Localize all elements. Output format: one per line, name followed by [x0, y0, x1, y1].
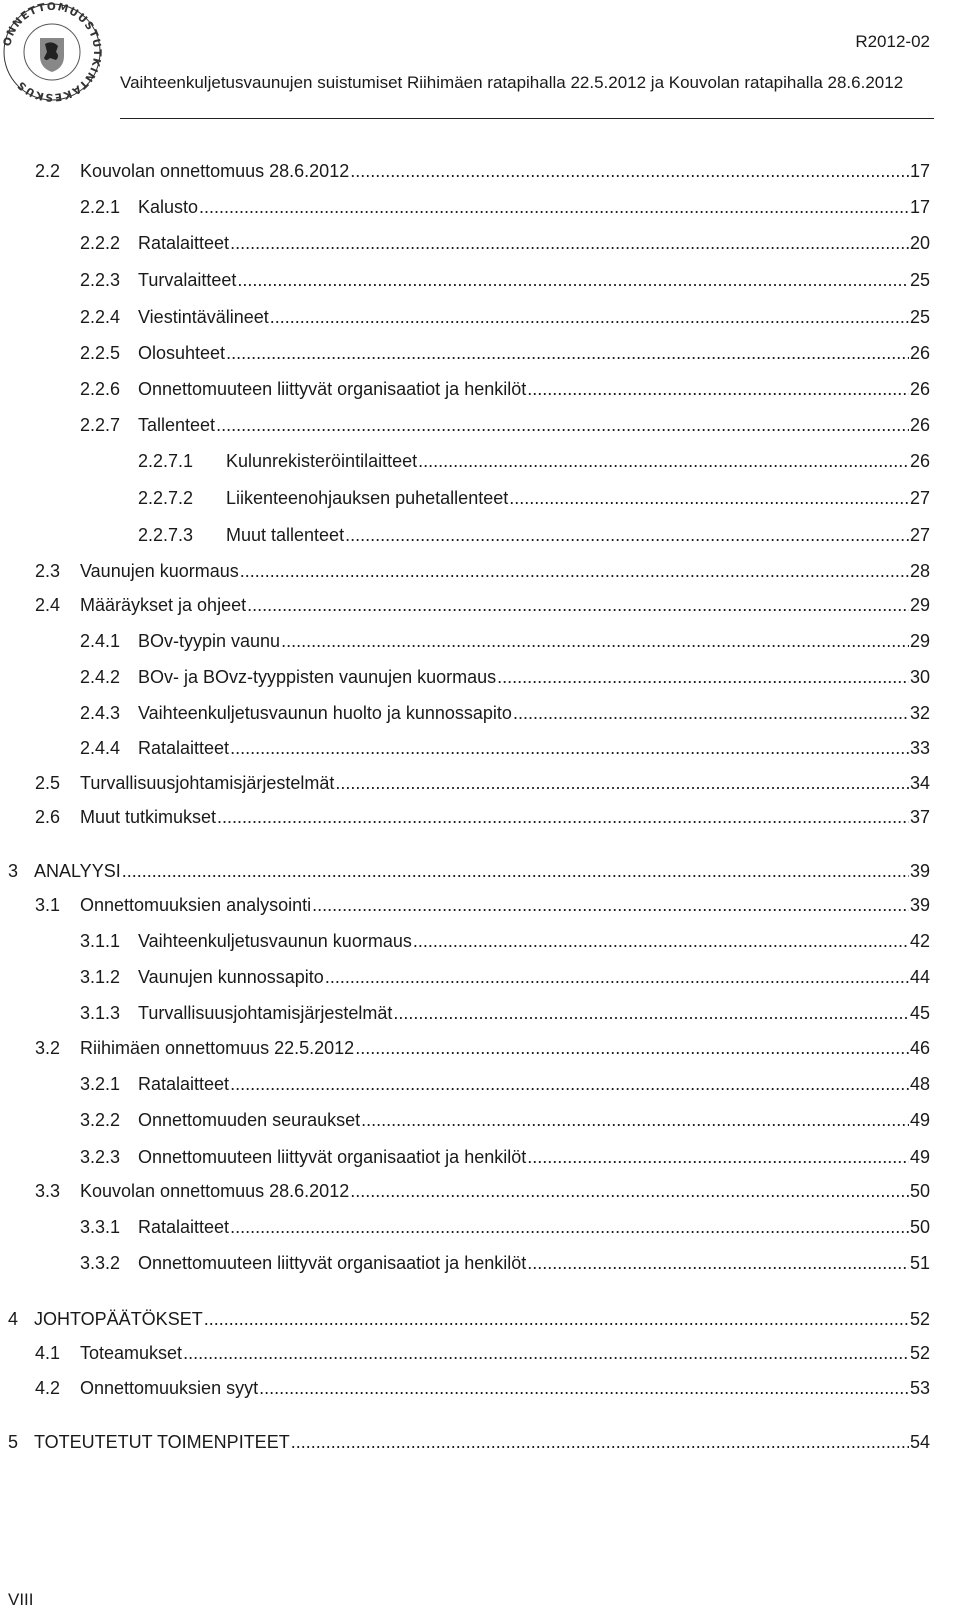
toc-entry[interactable] [80, 737, 930, 759]
toc-entry[interactable] [138, 450, 930, 472]
toc-entry-number: 5 [8, 1432, 19, 1452]
toc-entry[interactable] [35, 1377, 930, 1399]
toc-entry[interactable] [80, 702, 930, 724]
toc-entry-number: 2.2.6 [80, 379, 121, 399]
toc-entry[interactable] [35, 806, 930, 828]
toc-entry[interactable] [35, 160, 930, 182]
toc-entry-page: 27 [909, 488, 930, 508]
toc-entry-title: Toteamukset [80, 1343, 183, 1363]
toc-entry-title: BOv-tyypin vaunu [138, 631, 281, 651]
toc-entry-title: Viestintävälineet [138, 307, 269, 327]
header-divider [120, 118, 934, 119]
toc-entry-page: 39 [909, 895, 930, 915]
toc-entry-title: Määräykset ja ohjeet [80, 595, 247, 615]
toc-dot-leader [204, 1308, 909, 1330]
toc-entry-number: 2.4.1 [80, 631, 121, 651]
toc-entry-number: 3.2.3 [80, 1147, 121, 1167]
toc-entry-page: 26 [909, 379, 930, 399]
toc-entry[interactable] [8, 1431, 930, 1453]
toc-entry-number: 2.2.3 [80, 270, 121, 290]
toc-entry-number: 2.2.5 [80, 343, 121, 363]
toc-entry-page: 20 [909, 233, 930, 253]
toc-entry-page: 54 [909, 1432, 930, 1452]
toc-entry-page: 45 [909, 1003, 930, 1023]
toc-entry-page: 29 [909, 631, 930, 651]
toc-dot-leader [418, 450, 909, 472]
toc-entry-title: Onnettomuuteen liittyvät organisaatiot ja henkilöt [138, 379, 527, 399]
toc-dot-leader [230, 1073, 909, 1095]
toc-entry[interactable] [8, 860, 930, 882]
toc-entry[interactable] [80, 1109, 930, 1131]
toc-entry[interactable] [138, 487, 930, 509]
toc-entry-number: 2.4.3 [80, 703, 121, 723]
toc-entry-page: 42 [909, 931, 930, 951]
toc-dot-leader [226, 342, 909, 364]
toc-entry-number: 2.2.7 [80, 415, 121, 435]
toc-entry-title: Onnettomuuteen liittyvät organisaatiot ja henkilöt [138, 1147, 527, 1167]
toc-entry-title: Muut tallenteet [226, 525, 345, 545]
toc-entry-page: 27 [909, 525, 930, 545]
toc-entry-title: Kulunrekisteröintilaitteet [226, 451, 418, 471]
toc-entry-title: Onnettomuuksien analysointi [80, 895, 312, 915]
toc-entry-number: 2.4 [35, 595, 61, 615]
toc-entry[interactable] [80, 196, 930, 218]
toc-entry-title: Muut tutkimukset [80, 807, 217, 827]
toc-entry-page: 28 [909, 561, 930, 581]
toc-entry-number: 3.2.2 [80, 1110, 121, 1130]
toc-dot-leader [230, 1216, 909, 1238]
toc-entry-page: 52 [909, 1309, 930, 1329]
toc-entry-title: TOTEUTETUT TOIMENPITEET [34, 1432, 290, 1452]
toc-entry-title: Vaihteenkuljetusvaunun huolto ja kunnossapito [138, 703, 512, 723]
toc-entry-page: 26 [909, 343, 930, 363]
toc-dot-leader [230, 232, 909, 254]
toc-entry-title: Onnettomuuksien syyt [80, 1378, 259, 1398]
toc-entry-title: Kalusto [138, 197, 199, 217]
report-id: R2012-02 [855, 32, 930, 51]
toc-entry-title: Ratalaitteet [138, 233, 230, 253]
toc-entry-page: 52 [909, 1343, 930, 1363]
toc-entry-number: 2.2.7.2 [138, 488, 194, 508]
toc-dot-leader [240, 560, 909, 582]
toc-entry-page: 53 [909, 1378, 930, 1398]
toc-entry[interactable] [80, 1216, 930, 1238]
toc-entry[interactable] [80, 232, 930, 254]
toc-dot-leader [345, 524, 909, 546]
toc-dot-leader [217, 806, 909, 828]
toc-dot-leader [281, 630, 909, 652]
toc-entry-page: 48 [909, 1074, 930, 1094]
toc-entry[interactable] [80, 1252, 930, 1274]
toc-dot-leader [230, 737, 909, 759]
toc-entry-page: 49 [909, 1147, 930, 1167]
toc-entry-title: Ratalaitteet [138, 738, 230, 758]
toc-entry[interactable] [80, 1002, 930, 1024]
toc-entry[interactable] [80, 1073, 930, 1095]
toc-entry[interactable] [80, 966, 930, 988]
toc-entry-number: 2.2.7.1 [138, 451, 194, 471]
toc-entry[interactable] [35, 560, 930, 582]
toc-dot-leader [335, 772, 909, 794]
toc-dot-leader [183, 1342, 909, 1364]
toc-dot-leader [361, 1109, 909, 1131]
toc-entry-page: 50 [909, 1217, 930, 1237]
toc-entry[interactable] [35, 1037, 930, 1059]
toc-entry[interactable] [80, 342, 930, 364]
organization-seal-logo [0, 0, 104, 104]
toc-dot-leader [509, 487, 909, 509]
toc-dot-leader [527, 1252, 909, 1274]
toc-entry-number: 4 [8, 1309, 19, 1329]
toc-entry-title: Onnettomuuden seuraukset [138, 1110, 361, 1130]
toc-entry[interactable] [80, 306, 930, 328]
toc-entry-number: 2.4.2 [80, 667, 121, 687]
toc-entry[interactable] [80, 630, 930, 652]
toc-entry-title: Tallenteet [138, 415, 216, 435]
toc-dot-leader [350, 1180, 909, 1202]
toc-entry[interactable] [80, 666, 930, 688]
toc-entry-title: Kouvolan onnettomuus 28.6.2012 [80, 161, 350, 181]
toc-entry-page: 39 [909, 861, 930, 881]
toc-entry-title: Kouvolan onnettomuus 28.6.2012 [80, 1181, 350, 1201]
toc-entry-title: Ratalaitteet [138, 1074, 230, 1094]
toc-entry[interactable] [35, 1180, 930, 1202]
toc-dot-leader [247, 594, 909, 616]
toc-entry-page: 37 [909, 807, 930, 827]
report-title: Vaihteenkuljetusvaunujen suistumiset Riihimäen ratapihalla 22.5.2012 ja Kouvolan ratapihalla 28.6.2012 [120, 73, 904, 92]
toc-entry-title: ANALYYSI [34, 861, 121, 881]
page-number: VIII [8, 1590, 34, 1609]
toc-dot-leader [312, 894, 909, 916]
toc-entry-page: 25 [909, 270, 930, 290]
toc-entry-page: 34 [909, 773, 930, 793]
toc-entry-title: Onnettomuuteen liittyvät organisaatiot ja henkilöt [138, 1253, 527, 1273]
toc-dot-leader [122, 860, 909, 882]
toc-entry[interactable] [35, 594, 930, 616]
toc-dot-leader [513, 702, 909, 724]
toc-dot-leader [497, 666, 909, 688]
toc-entry[interactable] [8, 1308, 930, 1330]
toc-entry[interactable] [80, 930, 930, 952]
toc-entry-number: 4.2 [35, 1378, 61, 1398]
toc-entry-number: 3.1 [35, 895, 61, 915]
toc-entry-title: Liikenteenohjauksen puhetallenteet [226, 488, 509, 508]
toc-entry-title: BOv- ja BOvz-tyyppisten vaunujen kuormaus [138, 667, 497, 687]
toc-entry[interactable] [35, 894, 930, 916]
toc-dot-leader [270, 306, 909, 328]
toc-entry-title: Olosuhteet [138, 343, 226, 363]
toc-entry-title: Turvallisuusjohtamisjärjestelmät [80, 773, 335, 793]
toc-entry-number: 3.3.2 [80, 1253, 121, 1273]
toc-entry-page: 44 [909, 967, 930, 987]
toc-entry-number: 2.2 [35, 161, 61, 181]
toc-dot-leader [325, 966, 909, 988]
toc-entry-number: 3.2.1 [80, 1074, 121, 1094]
toc-entry-number: 2.2.7.3 [138, 525, 194, 545]
toc-entry-title: JOHTOPÄÄTÖKSET [34, 1309, 203, 1329]
toc-entry-number: 2.5 [35, 773, 61, 793]
toc-entry-number: 3.1.1 [80, 931, 121, 951]
toc-entry-number: 4.1 [35, 1343, 61, 1363]
toc-dot-leader [216, 414, 909, 436]
toc-entry-page: 50 [909, 1181, 930, 1201]
toc-entry-number: 2.3 [35, 561, 61, 581]
toc-entry-number: 2.2.1 [80, 197, 121, 217]
toc-entry-number: 2.2.2 [80, 233, 121, 253]
toc-entry-page: 17 [909, 161, 930, 181]
toc-entry-number: 3.1.3 [80, 1003, 121, 1023]
toc-entry-title: Vaunujen kunnossapito [138, 967, 324, 987]
toc-entry[interactable] [80, 378, 930, 400]
toc-dot-leader [393, 1002, 909, 1024]
svg-text:ONNETTOMUUSTUTKINTAKESKUS: ONNETTOMUUSTUTKINTAKESKUS [1, 0, 104, 104]
toc-dot-leader [259, 1377, 909, 1399]
toc-entry-page: 46 [909, 1038, 930, 1058]
toc-entry-number: 3.1.2 [80, 967, 121, 987]
toc-entry-title: Riihimäen onnettomuus 22.5.2012 [80, 1038, 355, 1058]
toc-entry-title: Vaihteenkuljetusvaunun kuormaus [138, 931, 412, 951]
toc-entry[interactable] [80, 269, 930, 291]
toc-entry[interactable] [35, 1342, 930, 1364]
toc-dot-leader [350, 160, 909, 182]
toc-entry-page: 51 [909, 1253, 930, 1273]
toc-entry-page: 25 [909, 307, 930, 327]
toc-entry-page: 32 [909, 703, 930, 723]
toc-entry-number: 3.3 [35, 1181, 61, 1201]
toc-entry-title: Ratalaitteet [138, 1217, 230, 1237]
toc-entry-page: 49 [909, 1110, 930, 1130]
toc-entry-page: 17 [909, 197, 930, 217]
toc-dot-leader [199, 196, 909, 218]
toc-entry-number: 2.4.4 [80, 738, 121, 758]
toc-entry[interactable] [80, 1146, 930, 1168]
toc-dot-leader [413, 930, 909, 952]
toc-entry-title: Vaunujen kuormaus [80, 561, 239, 581]
toc-entry-number: 2.6 [35, 807, 61, 827]
toc-entry[interactable] [35, 772, 930, 794]
toc-dot-leader [237, 269, 909, 291]
toc-entry-page: 30 [909, 667, 930, 687]
toc-entry-title: Turvallisuusjohtamisjärjestelmät [138, 1003, 393, 1023]
toc-dot-leader [527, 378, 909, 400]
toc-entry[interactable] [80, 414, 930, 436]
toc-dot-leader [291, 1431, 909, 1453]
toc-entry-title: Turvalaitteet [138, 270, 237, 290]
toc-entry-number: 3.3.1 [80, 1217, 121, 1237]
toc-entry-number: 2.2.4 [80, 307, 121, 327]
toc-entry-number: 3.2 [35, 1038, 61, 1058]
toc-entry-page: 26 [909, 451, 930, 471]
toc-entry[interactable] [138, 524, 930, 546]
toc-entry-number: 3 [8, 861, 19, 881]
toc-entry-page: 33 [909, 738, 930, 758]
toc-entry-page: 29 [909, 595, 930, 615]
toc-dot-leader [355, 1037, 909, 1059]
toc-dot-leader [527, 1146, 909, 1168]
toc-entry-page: 26 [909, 415, 930, 435]
